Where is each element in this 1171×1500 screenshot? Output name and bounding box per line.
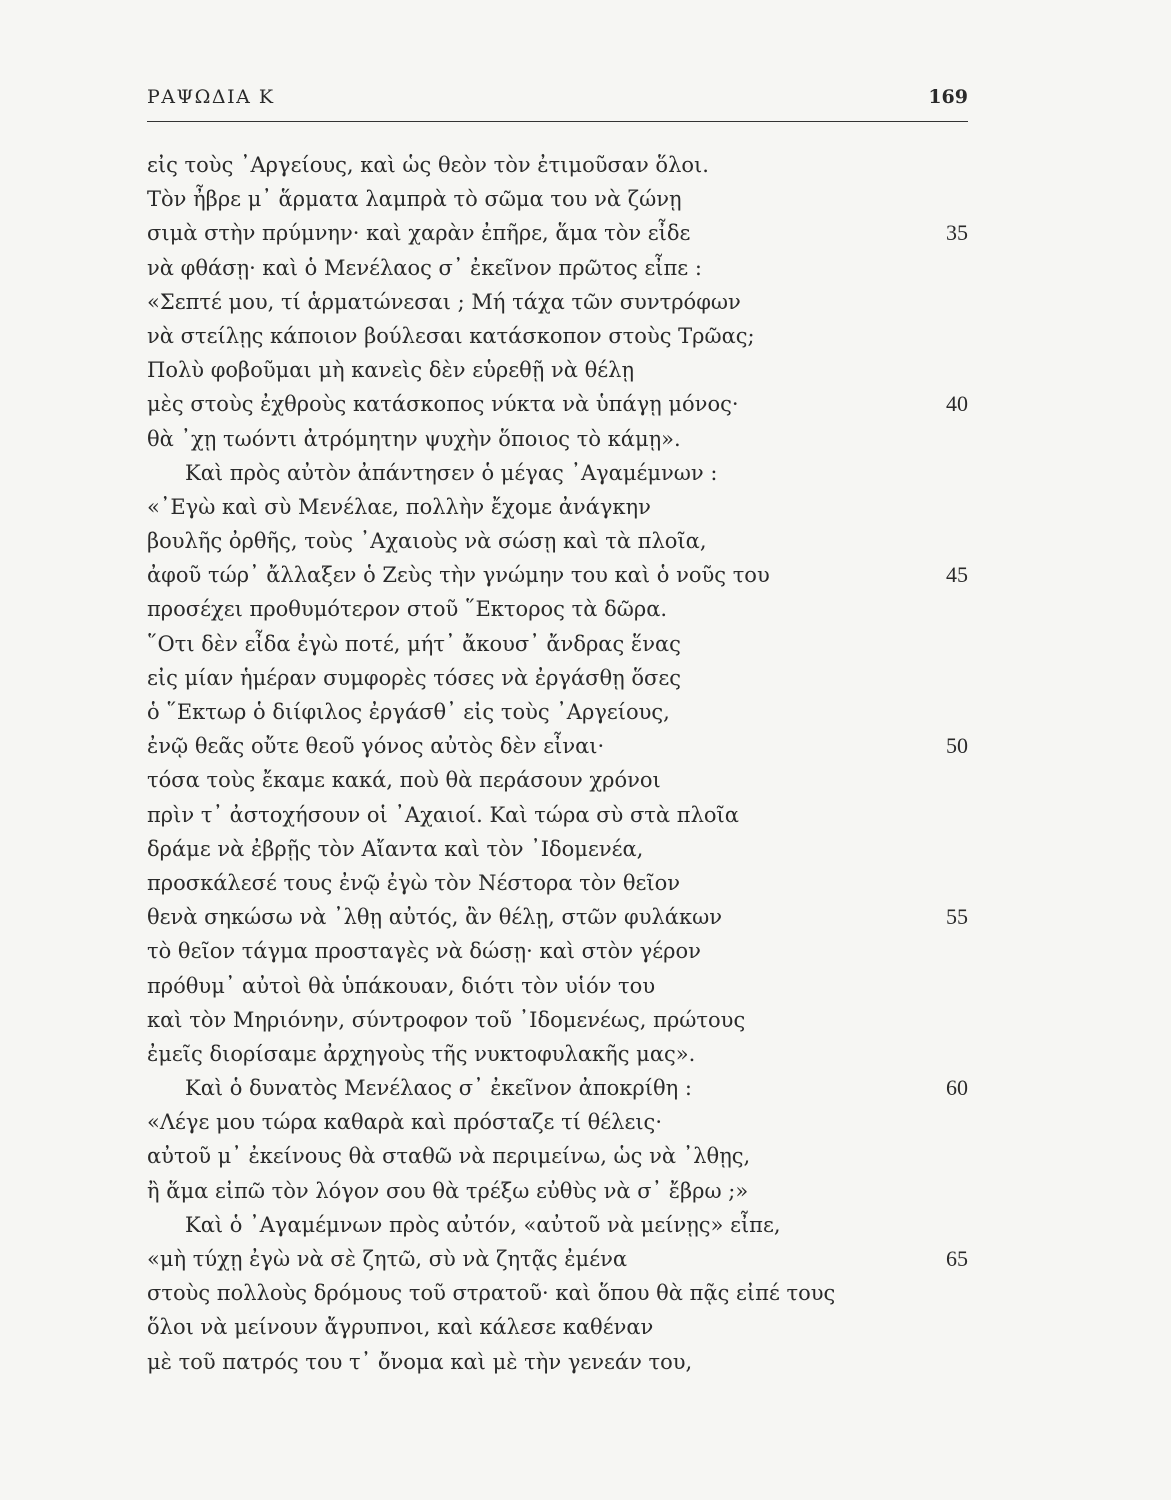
verse-line bbox=[147, 627, 968, 661]
verse-line bbox=[147, 798, 968, 832]
verse-line bbox=[147, 490, 968, 524]
verse-line bbox=[147, 456, 968, 490]
verse-line bbox=[147, 592, 968, 626]
verse-line bbox=[147, 558, 968, 592]
line-number: 35 bbox=[946, 220, 968, 246]
verse-line bbox=[147, 387, 968, 421]
verse-line bbox=[147, 1208, 968, 1242]
header-rule bbox=[147, 121, 968, 122]
verse-text: Καὶ πρὸς αὐτὸν ἀπάντησεν ὁ μέγας ᾿Αγαμέμνων : bbox=[185, 460, 718, 485]
verse-text: Καὶ ὁ δυνατὸς Μενέλαος σ᾿ ἐκεῖνον ἀποκρίθη : bbox=[185, 1076, 692, 1101]
verse-text: μὲ τοῦ πατρός του τ᾿ ὄνομα καὶ μὲ τὴν γενεάν του, bbox=[147, 1349, 693, 1374]
verse-text: εἰς τοὺς ᾿Αργείους, καὶ ὡς θεὸν τὸν ἐτιμοῦσαν ὅλοι. bbox=[147, 153, 709, 177]
verse-text: σιμὰ στὴν πρύμνην· καὶ χαρὰν ἐπῆρε, ἅμα τὸν εἶδε bbox=[147, 221, 691, 246]
line-number: 55 bbox=[946, 904, 968, 930]
verse-text: δράμε νὰ ἐβρῇς τὸν Αἴαντα καὶ τὸν ᾿Ιδομενέα, bbox=[147, 836, 644, 861]
verse-text: ῞Οτι δὲν εἶδα ἐγὼ ποτέ, μήτ᾿ ἄκουσ᾿ ἄνδρας ἕνας bbox=[147, 631, 681, 656]
verse-line bbox=[147, 763, 968, 797]
verse-text: Καὶ ὁ ᾿Αγαμέμνων πρὸς αὐτόν, «αὐτοῦ νὰ μείνῃς» εἶπε, bbox=[185, 1212, 781, 1237]
verse-text: εἰς μίαν ἡμέραν συμφορὲς τόσες νὰ ἐργάσθῃ ὅσες bbox=[147, 665, 682, 690]
verse-line bbox=[147, 866, 968, 900]
verse-line bbox=[147, 1003, 968, 1037]
line-number: 45 bbox=[946, 562, 968, 588]
verse-text: νὰ φθάσῃ· καὶ ὁ Μενέλαος σ᾿ ἐκεῖνον πρῶτος εἶπε : bbox=[147, 255, 702, 280]
verse-line bbox=[147, 182, 968, 216]
verse-text: ὅλοι νὰ μείνουν ἄγρυπνοι, καὶ κάλεσε καθέναν bbox=[147, 1315, 654, 1340]
line-number: 40 bbox=[946, 391, 968, 417]
verse-line bbox=[147, 832, 968, 866]
verse-line bbox=[147, 319, 968, 353]
verse-text: «μὴ τύχῃ ἐγὼ νὰ σὲ ζητῶ, σὺ νὰ ζητᾷς ἐμένα bbox=[147, 1247, 628, 1271]
verse-text: θενὰ σηκώσω νὰ ᾿λθῃ αὐτός, ἂν θέλῃ, στῶν φυλάκων bbox=[147, 905, 722, 930]
verse-line bbox=[147, 1174, 968, 1208]
verse-text: «Σεπτέ μου, τί ἁρματώνεσαι ; Μή τάχα τῶν συντρόφων bbox=[147, 289, 741, 314]
verse-text: τὸ θεῖον τάγμα προσταγὲς νὰ δώσῃ· καὶ στὸν γέρον bbox=[147, 939, 701, 964]
verse-line bbox=[147, 353, 968, 387]
verse-line bbox=[147, 1071, 968, 1105]
verse-line bbox=[147, 285, 968, 319]
verse-line bbox=[147, 251, 968, 285]
verse-text: στοὺς πολλοὺς δρόμους τοῦ στρατοῦ· καὶ ὅπου θὰ πᾷς εἰπέ τους bbox=[147, 1281, 836, 1306]
verse-line bbox=[147, 1345, 968, 1379]
verse-text: τόσα τοὺς ἔκαμε κακά, ποὺ θὰ περάσουν χρόνοι bbox=[147, 768, 661, 793]
verse-line bbox=[147, 524, 968, 558]
page-number: 169 bbox=[928, 86, 968, 108]
verse-text: μὲς στοὺς ἐχθροὺς κατάσκοπος νύκτα νὰ ὑπάγῃ μόνος· bbox=[147, 392, 739, 417]
verse-text: ὁ ῞Εκτωρ ὁ διίφιλος ἐργάσθ᾿ εἰς τοὺς ᾿Αργείους, bbox=[147, 700, 670, 724]
verse-line bbox=[147, 1037, 968, 1071]
verse-text: πρόθυμ᾿ αὐτοὶ θὰ ὑπάκουαν, διότι τὸν υἱόν του bbox=[147, 973, 656, 998]
verse-line bbox=[147, 1310, 968, 1344]
verse-text: νὰ στείλῃς κάποιον βούλεσαι κατάσκοπον στοὺς Τρῶας; bbox=[147, 323, 755, 348]
line-number: 65 bbox=[946, 1246, 968, 1271]
verse-block bbox=[147, 148, 968, 1379]
running-head: ΡΑΨΩΔΙΑ Κ bbox=[147, 86, 275, 108]
page-header bbox=[147, 86, 968, 118]
verse-line bbox=[147, 729, 968, 763]
verse-line bbox=[147, 900, 968, 934]
verse-text: αὐτοῦ μ᾿ ἐκείνους θὰ σταθῶ νὰ περιμείνω, ὡς νὰ ᾿λθῃς, bbox=[147, 1144, 751, 1169]
verse-line bbox=[147, 1276, 968, 1310]
verse-line bbox=[147, 1105, 968, 1139]
line-number: 50 bbox=[946, 733, 968, 759]
verse-line bbox=[147, 148, 968, 182]
verse-text: προσέχει προθυμότερον στοῦ ῞Εκτορος τὰ δῶρα. bbox=[147, 597, 668, 622]
verse-text: βουλῆς ὀρθῆς, τοὺς ᾿Αχαιοὺς νὰ σώσῃ καὶ τὰ πλοῖα, bbox=[147, 529, 707, 554]
verse-line bbox=[147, 661, 968, 695]
verse-line bbox=[147, 422, 968, 456]
line-number: 60 bbox=[946, 1075, 968, 1101]
verse-text: καὶ τὸν Μηριόνην, σύντροφον τοῦ ᾿Ιδομενέως, πρώτους bbox=[147, 1007, 746, 1032]
verse-line bbox=[147, 695, 968, 729]
verse-line bbox=[147, 969, 968, 1003]
verse-line bbox=[147, 1242, 968, 1276]
verse-text: πρὶν τ᾿ ἀστοχήσουν οἱ ᾿Αχαιοί. Καὶ τώρα σὺ στὰ πλοῖα bbox=[147, 802, 739, 827]
verse-text: ἐνῷ θεᾶς οὔτε θεοῦ γόνος αὐτὸς δὲν εἶναι· bbox=[147, 734, 605, 759]
verse-text: ἢ ἅμα εἰπῶ τὸν λόγον σου θὰ τρέξω εὐθὺς νὰ σ᾿ ἔβρω ;» bbox=[147, 1178, 749, 1203]
verse-text: Πολὺ φοβοῦμαι μὴ κανεὶς δὲν εὑρεθῇ νὰ θέλῃ bbox=[147, 358, 635, 383]
verse-line bbox=[147, 934, 968, 968]
verse-text: προσκάλεσέ τους ἐνῷ ἐγὼ τὸν Νέστορα τὸν θεῖον bbox=[147, 870, 681, 895]
verse-text: Τὸν ἦβρε μ᾿ ἅρματα λαμπρὰ τὸ σῶμα του νὰ ζώνῃ bbox=[147, 187, 682, 212]
verse-line bbox=[147, 1139, 968, 1173]
verse-text: «᾿Εγὼ καὶ σὺ Μενέλαε, πολλὴν ἔχομε ἀνάγκην bbox=[147, 494, 651, 519]
verse-line bbox=[147, 216, 968, 250]
verse-text: ἐμεῖς διορίσαμε ἀρχηγοὺς τῆς νυκτοφυλακῆς μας». bbox=[147, 1041, 696, 1066]
verse-text: θὰ ᾿χῃ τωόντι ἀτρόμητην ψυχὴν ὅποιος τὸ κάμῃ». bbox=[147, 426, 681, 451]
verse-text: ἀφοῦ τώρ᾿ ἄλλαξεν ὁ Ζεὺς τὴν γνώμην του καὶ ὁ νοῦς του bbox=[147, 563, 770, 588]
verse-text: «Λέγε μου τώρα καθαρὰ καὶ πρόσταζε τί θέλεις· bbox=[147, 1110, 662, 1135]
